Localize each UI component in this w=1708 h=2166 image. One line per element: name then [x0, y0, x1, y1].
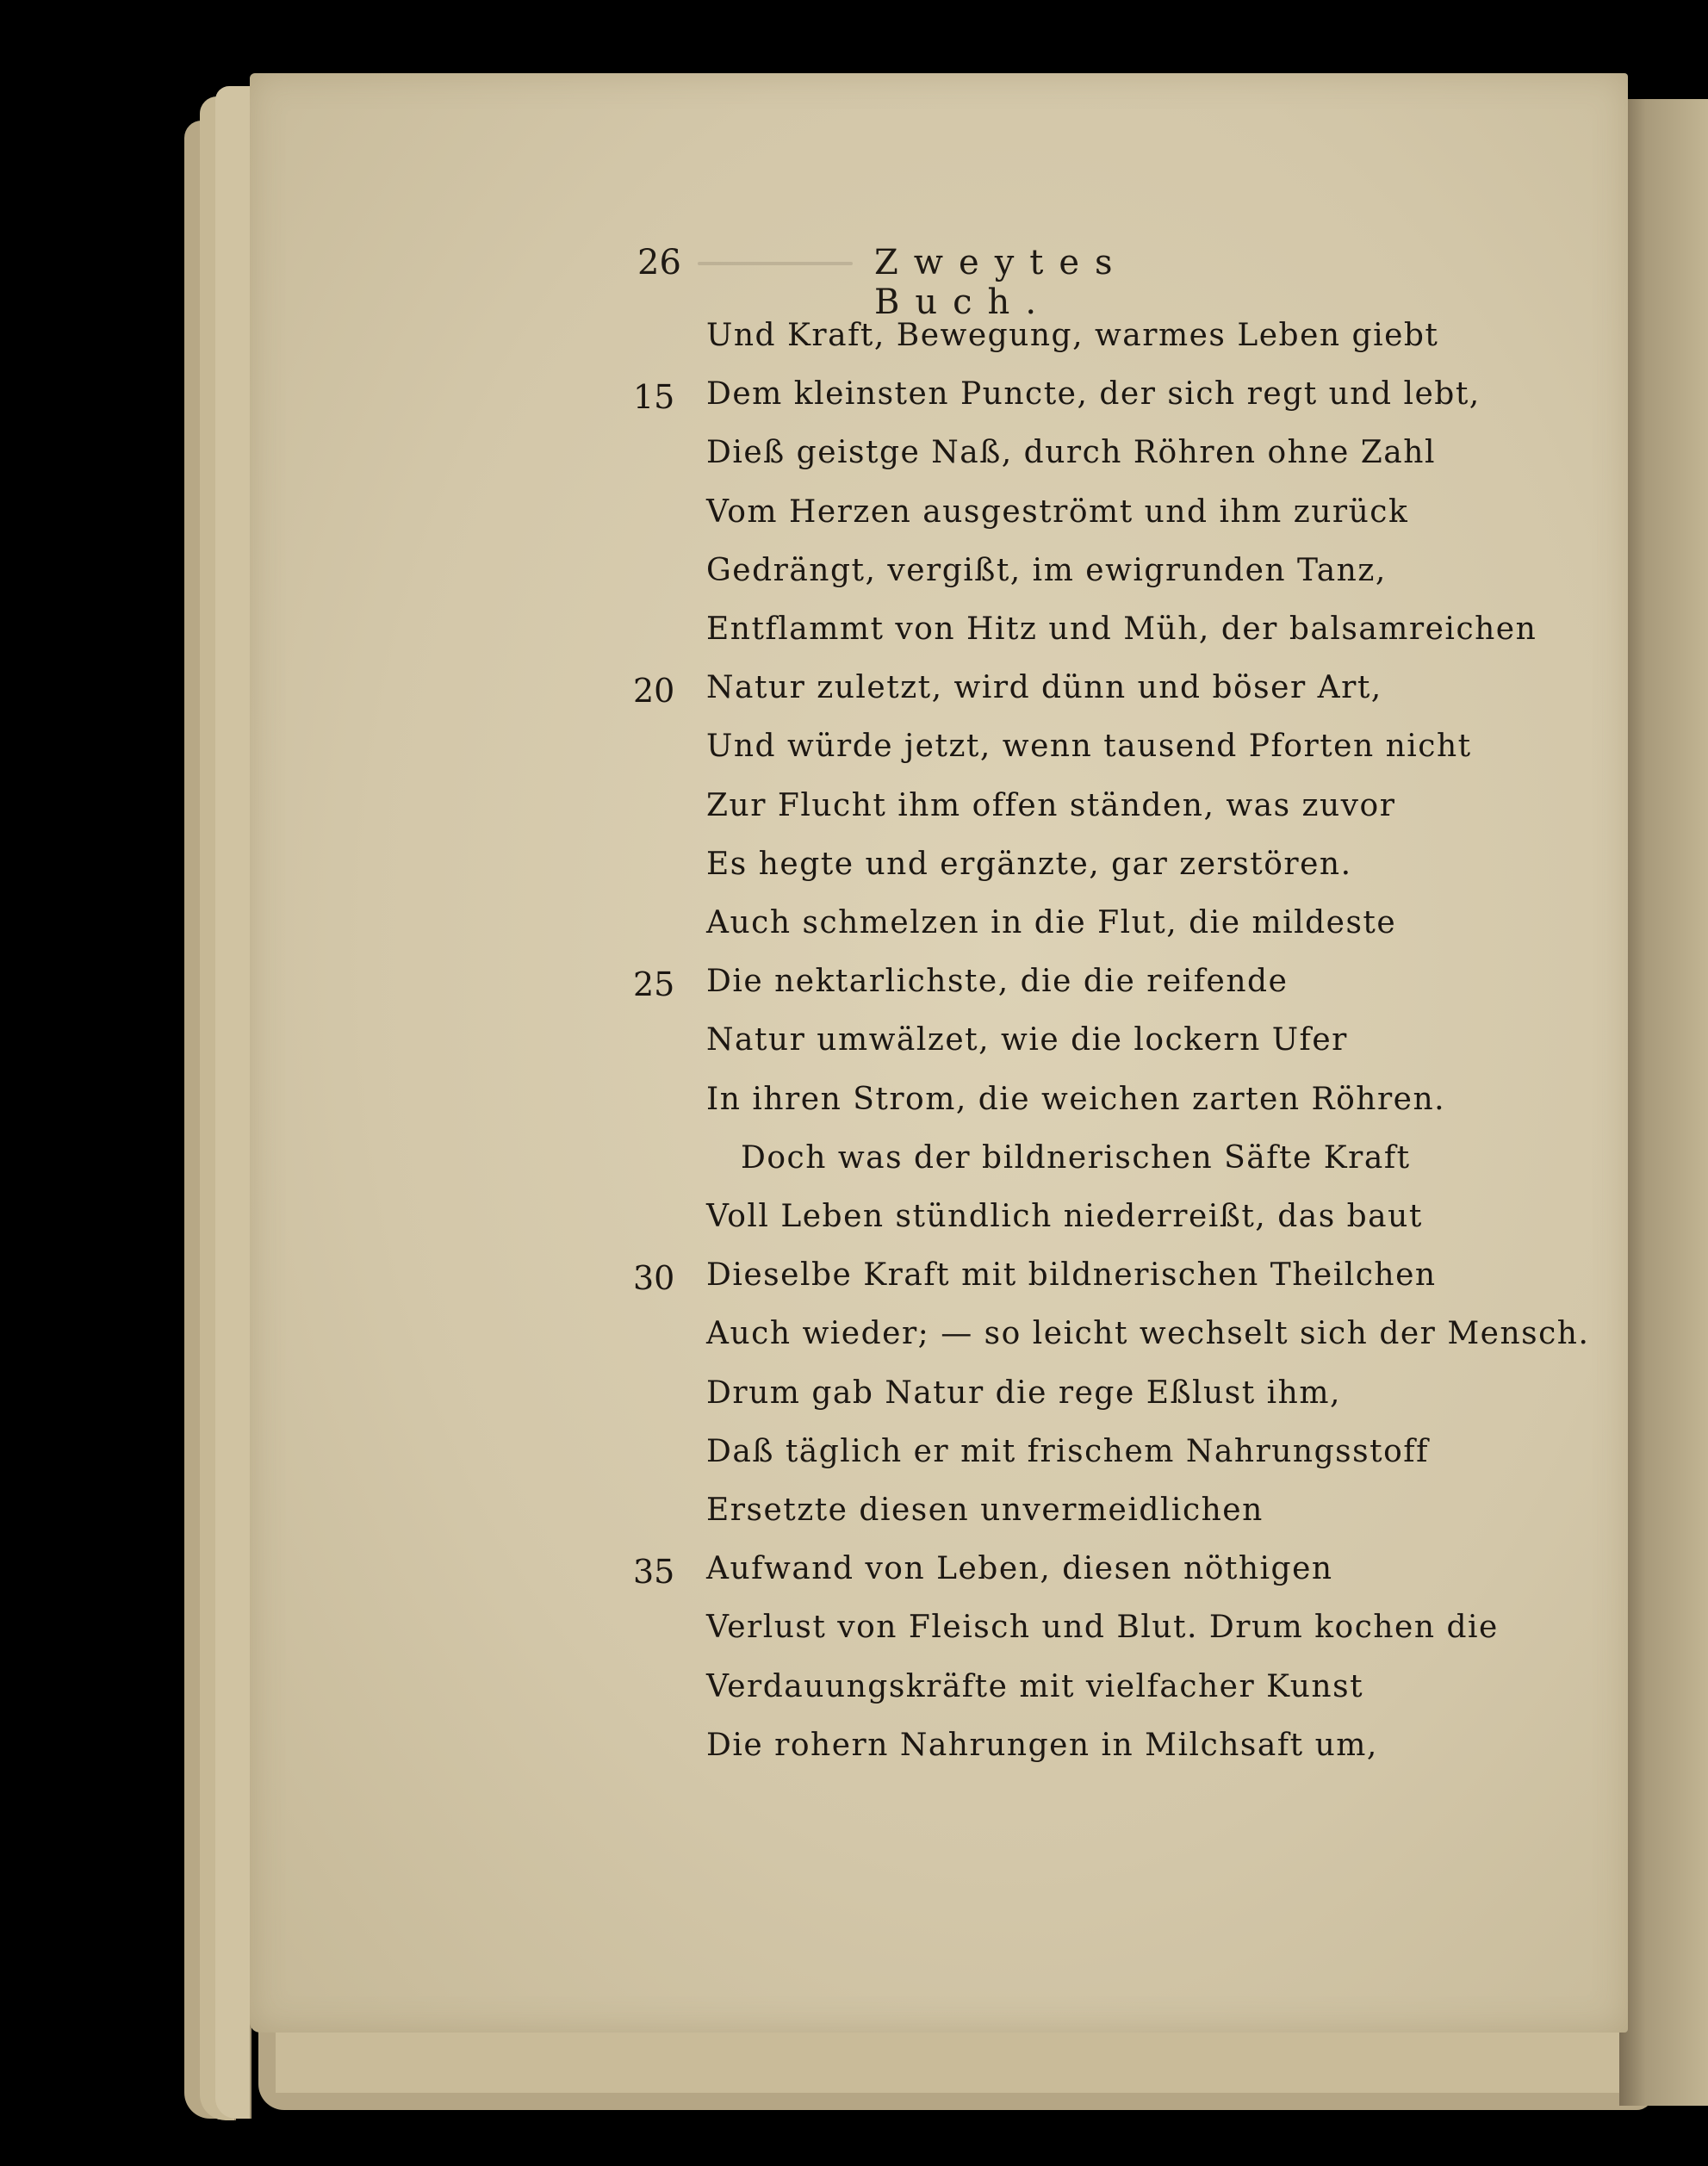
- verse-line: Und Kraft, Bewegung, warmes Leben giebt: [706, 318, 1439, 353]
- verse-line: Auch schmelzen in die Flut, die mildeste: [706, 905, 1397, 940]
- verse-line: In ihren Strom, die weichen zarten Röhren.: [706, 1082, 1446, 1117]
- verse-line: Ersetzte diesen unvermeidlichen: [706, 1493, 1264, 1528]
- verse-line: Natur umwälzet, wie die lockern Ufer: [706, 1022, 1348, 1058]
- verse-line: Natur zuletzt, wird dünn und böser Art,: [706, 670, 1382, 705]
- page-edge-stack: [215, 86, 252, 2119]
- verse-line: Aufwand von Leben, diesen nöthigen: [706, 1551, 1333, 1586]
- verse-line: Entflammt von Hitz und Müh, der balsamreichen: [706, 611, 1537, 647]
- verse-line: Zur Flucht ihm offen ständen, was zuvor: [706, 788, 1396, 823]
- line-number: 20: [633, 672, 675, 710]
- page-header: [637, 243, 1292, 322]
- facing-page-gutter: [1619, 99, 1708, 2106]
- line-number: 35: [633, 1553, 675, 1591]
- page-number: 26: [637, 243, 681, 282]
- verse-line: Doch was der bildnerischen Säfte Kraft: [741, 1140, 1411, 1176]
- verse-line: Voll Leben stündlich niederreißt, das baut: [706, 1199, 1423, 1234]
- verse-line: Gedrängt, vergißt, im ewigrunden Tanz,: [706, 553, 1387, 588]
- verse-line: Drum gab Natur die rege Eßlust ihm,: [706, 1375, 1341, 1411]
- verse-line: Verlust von Fleisch und Blut. Drum kochen die: [706, 1610, 1499, 1645]
- verse-line: Daß täglich er mit frischem Nahrungsstoff: [706, 1434, 1429, 1469]
- verse-line: Vom Herzen ausgeströmt und ihm zurück: [706, 494, 1409, 530]
- verse-line: Dieß geistge Naß, durch Röhren ohne Zahl: [706, 435, 1436, 470]
- verse-line: Und würde jetzt, wenn tausend Pforten nicht: [706, 729, 1472, 764]
- verse-line: Verdauungskräfte mit vielfacher Kunst: [706, 1669, 1364, 1704]
- line-number: 15: [633, 378, 675, 416]
- verse-line: Es hegte und ergänzte, gar zerstören.: [706, 847, 1352, 882]
- line-number: 25: [633, 965, 675, 1003]
- line-number: 30: [633, 1259, 675, 1297]
- verse-line: Dem kleinsten Puncte, der sich regt und lebt,: [706, 376, 1481, 412]
- header-ornament: [698, 262, 853, 265]
- verse-line: Dieselbe Kraft mit bildnerischen Theilchen: [706, 1257, 1437, 1293]
- verse-line: Die rohern Nahrungen in Milchsaft um,: [706, 1728, 1378, 1763]
- running-title: Zweytes Buch.: [874, 243, 1128, 322]
- verse-line: Auch wieder; — so leicht wechselt sich der Mensch.: [706, 1316, 1590, 1351]
- verse-line: Die nektarlichste, die die reifende: [706, 964, 1289, 999]
